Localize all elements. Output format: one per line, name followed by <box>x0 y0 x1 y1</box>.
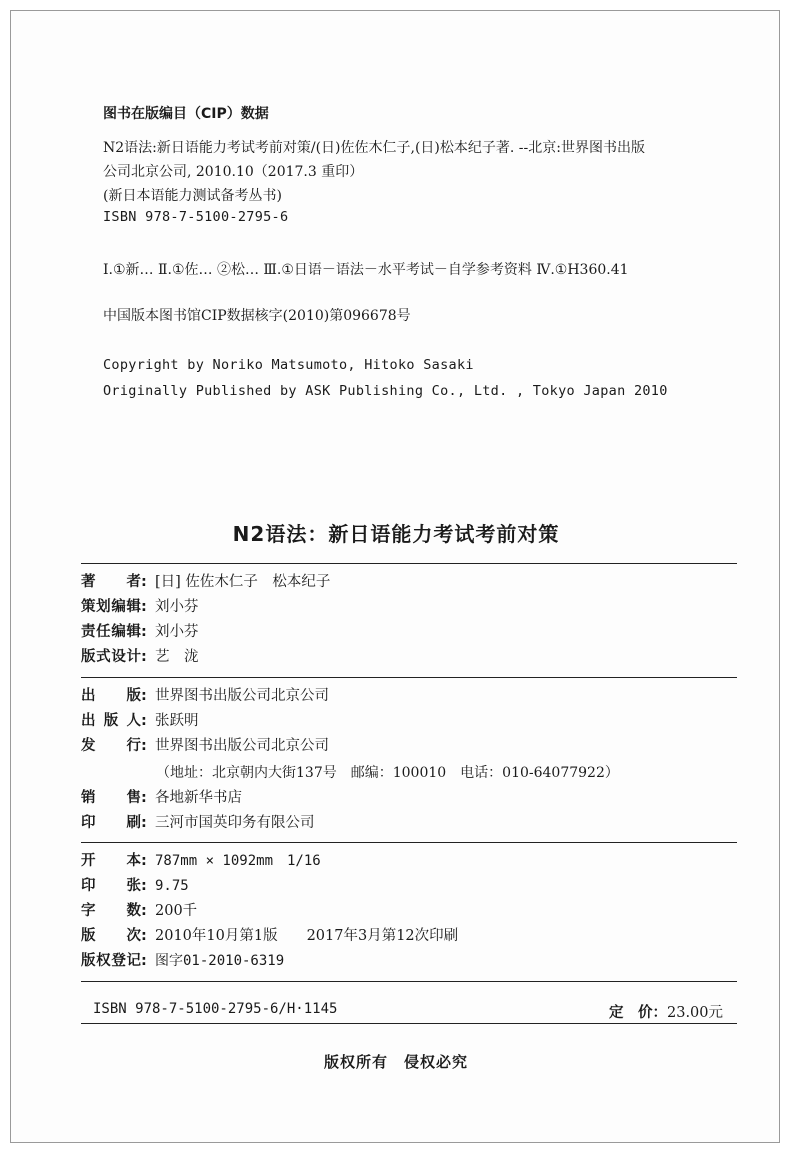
field-label: 著者 <box>81 574 141 590</box>
field-value: [日] 佐佐木仁子 松本纪子 <box>155 574 331 590</box>
field-value: 世界图书出版公司北京公司 <box>155 738 329 754</box>
pub-sales: 销售 : 各地新华书店 <box>81 786 242 808</box>
pub-person: 出版人 : 张跃明 <box>81 709 199 731</box>
cip-title: 图书在版编目（CIP）数据 <box>103 106 269 122</box>
spec-words: 字数 : 200千 <box>81 899 197 921</box>
field-label: 责任编辑 <box>81 624 141 640</box>
field-label: 出版人 <box>81 713 141 729</box>
spec-format: 开本 : 787mm × 1092mm 1/16 <box>81 849 321 871</box>
credit-design: 版式设计 : 艺 泷 <box>81 645 199 667</box>
divider <box>81 981 737 982</box>
cip-line-3: (新日本语能力测试备考丛书) <box>103 188 282 204</box>
divider <box>81 842 737 843</box>
credit-editor: 责任编辑 : 刘小芬 <box>81 620 199 642</box>
field-value: 艺 泷 <box>155 649 199 665</box>
price-label: 定 价： <box>609 1005 667 1021</box>
divider <box>81 563 737 564</box>
field-value: 图字01-2010-6319 <box>155 953 285 969</box>
copyright-line: Copyright by Noriko Matsumoto, Hitoko Sasaki <box>103 357 474 373</box>
originally-published-line: Originally Published by ASK Publishing Co., Ltd. , Tokyo Japan 2010 <box>103 383 668 399</box>
field-label: 出版 <box>81 688 141 704</box>
field-label: 字数 <box>81 903 141 919</box>
field-value: 200千 <box>155 903 198 919</box>
field-value: 张跃明 <box>155 713 199 729</box>
pub-publisher: 出版 : 世界图书出版公司北京公司 <box>81 684 329 706</box>
cip-line-1: N2语法:新日语能力考试考前对策/(日)佐佐木仁子,(日)松本纪子著. --北京:世界图书出版 <box>103 140 645 156</box>
field-value: 2010年10月第1版 2017年3月第12次印刷 <box>155 928 459 944</box>
cip-classification: Ⅰ.①新… Ⅱ.①佐… ②松… Ⅲ.①日语－语法－水平考试－自学参考资料 Ⅳ.①H360.41 <box>103 262 629 278</box>
field-value: 9.75 <box>155 878 189 894</box>
field-value: 各地新华书店 <box>155 790 242 806</box>
field-label: 版次 <box>81 928 141 944</box>
field-value: 世界图书出版公司北京公司 <box>155 688 329 704</box>
cip-line-2: 公司北京公司, 2010.10（2017.3 重印） <box>103 164 364 180</box>
divider <box>81 677 737 678</box>
credit-author: 著者 : [日] 佐佐木仁子 松本纪子 <box>81 570 330 592</box>
pub-distributor: 发行 : 世界图书出版公司北京公司 <box>81 734 329 756</box>
credit-planner: 策划编辑 : 刘小芬 <box>81 595 199 617</box>
field-label: 发行 <box>81 738 141 754</box>
field-value: 刘小芬 <box>155 624 199 640</box>
all-rights-reserved: 版权所有 侵权必究 <box>323 1053 468 1071</box>
field-label: 销售 <box>81 790 141 806</box>
spec-sheets: 印张 : 9.75 <box>81 874 189 896</box>
field-value: 787mm × 1092mm 1/16 <box>155 853 321 869</box>
field-label: 版权登记 <box>81 953 141 969</box>
copyright-page <box>10 10 780 1143</box>
field-value: 三河市国英印务有限公司 <box>155 815 315 831</box>
field-label: 印张 <box>81 878 141 894</box>
pub-address: （地址：北京朝内大街137号 邮编：100010 电话：010-64077922） <box>156 765 619 781</box>
pub-printer: 印刷 : 三河市国英印务有限公司 <box>81 811 315 833</box>
spec-registration: 版权登记 : 图字01-2010-6319 <box>81 949 284 971</box>
cip-isbn: ISBN 978-7-5100-2795-6 <box>103 209 289 225</box>
book-title: N2语法：新日语能力考试考前对策 <box>232 522 560 546</box>
field-label: 印刷 <box>81 815 141 831</box>
field-label: 开本 <box>81 853 141 869</box>
field-value: 刘小芬 <box>155 599 199 615</box>
divider <box>81 1023 737 1024</box>
field-label: 策划编辑 <box>81 599 141 615</box>
isbn-full: ISBN 978-7-5100-2795-6/H·1145 <box>93 1001 338 1017</box>
field-label: 版式设计 <box>81 649 141 665</box>
price <box>609 1001 723 1022</box>
spec-edition: 版次 : 2010年10月第1版 2017年3月第12次印刷 <box>81 924 458 946</box>
price-value: 23.00元 <box>667 1005 724 1021</box>
cip-number: 中国版本图书馆CIP数据核字(2010)第096678号 <box>103 308 411 324</box>
